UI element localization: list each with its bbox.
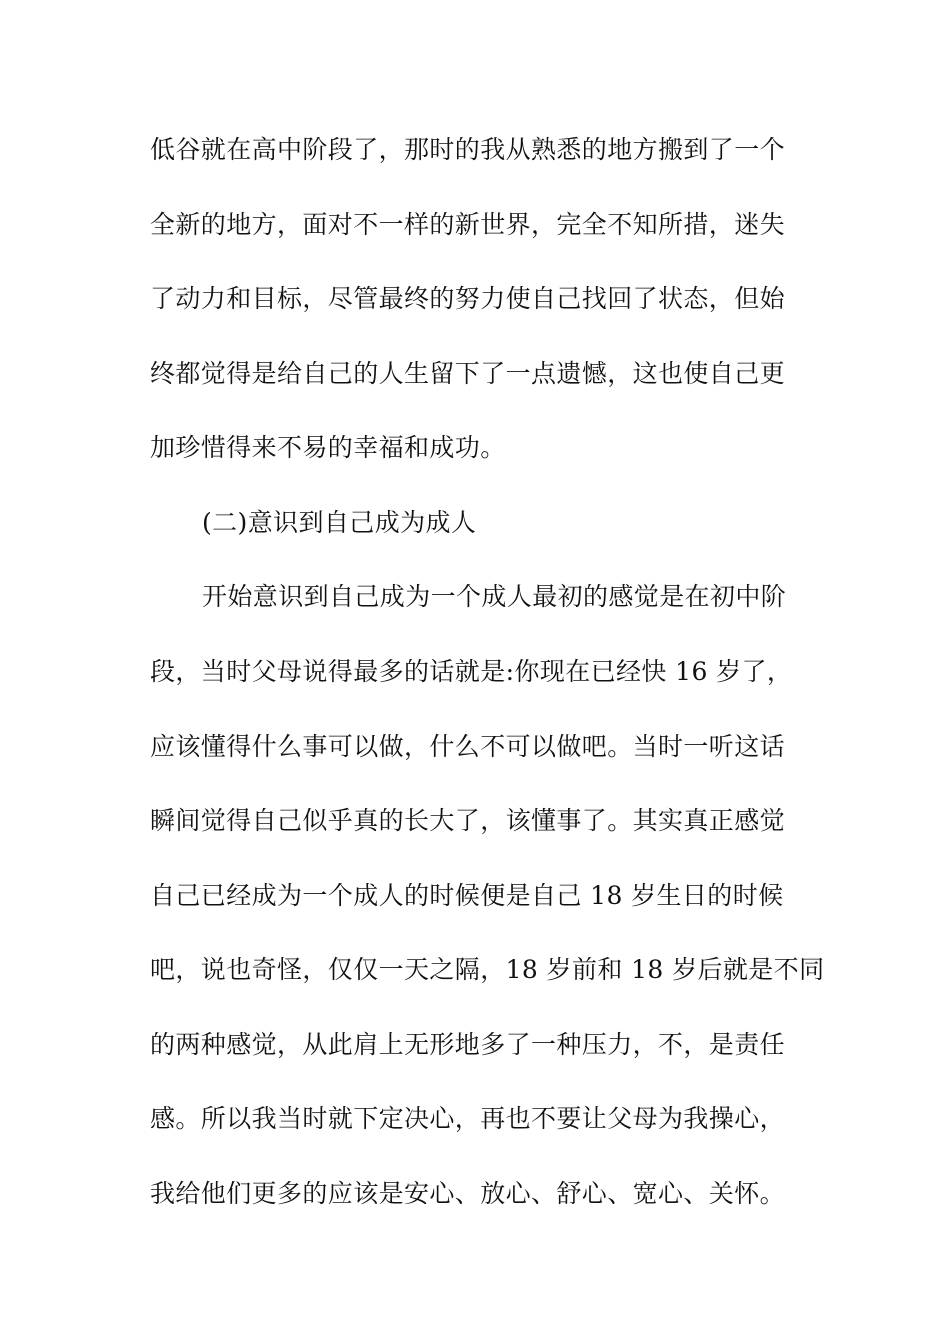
paragraph-line: 开始意识到自己成为一个成人最初的感觉是在初中阶	[202, 582, 787, 611]
paragraph-line: 加珍惜得来不易的幸福和成功。	[150, 433, 506, 462]
paragraph-line: 全新的地方，面对不一样的新世界，完全不知所措，迷失	[150, 210, 786, 239]
paragraph-line: 感。所以我当时就下定决心，再也不要让父母为我操心，	[150, 1104, 786, 1133]
paragraph-line: 了动力和目标，尽管最终的努力使自己找回了状态，但始	[150, 284, 786, 313]
paragraph-line: 应该懂得什么事可以做，什么不可以做吧。当时一听这话	[150, 732, 786, 761]
paragraph-line: 我给他们更多的应该是安心、放心、舒心、宽心、关怀。	[150, 1179, 786, 1208]
paragraph-line: 终都觉得是给自己的人生留下了一点遗憾，这也使自己更	[150, 359, 786, 388]
paragraph-line: 的两种感觉，从此肩上无形地多了一种压力，不，是责任	[150, 1030, 786, 1059]
paragraph-line: 吧，说也奇怪，仅仅一天之隔，18 岁前和 18 岁后就是不同	[150, 955, 825, 984]
section-heading: (二)意识到自己成为成人	[202, 508, 477, 537]
paragraph-line: 段，当时父母说得最多的话就是:你现在已经快 16 岁了，	[150, 657, 793, 686]
paragraph-line: 瞬间觉得自己似乎真的长大了，该懂事了。其实真正感觉	[150, 806, 786, 835]
paragraph-line: 低谷就在高中阶段了，那时的我从熟悉的地方搬到了一个	[150, 135, 786, 164]
paragraph-line: 自己已经成为一个成人的时候便是自己 18 岁生日的时候	[150, 881, 784, 910]
